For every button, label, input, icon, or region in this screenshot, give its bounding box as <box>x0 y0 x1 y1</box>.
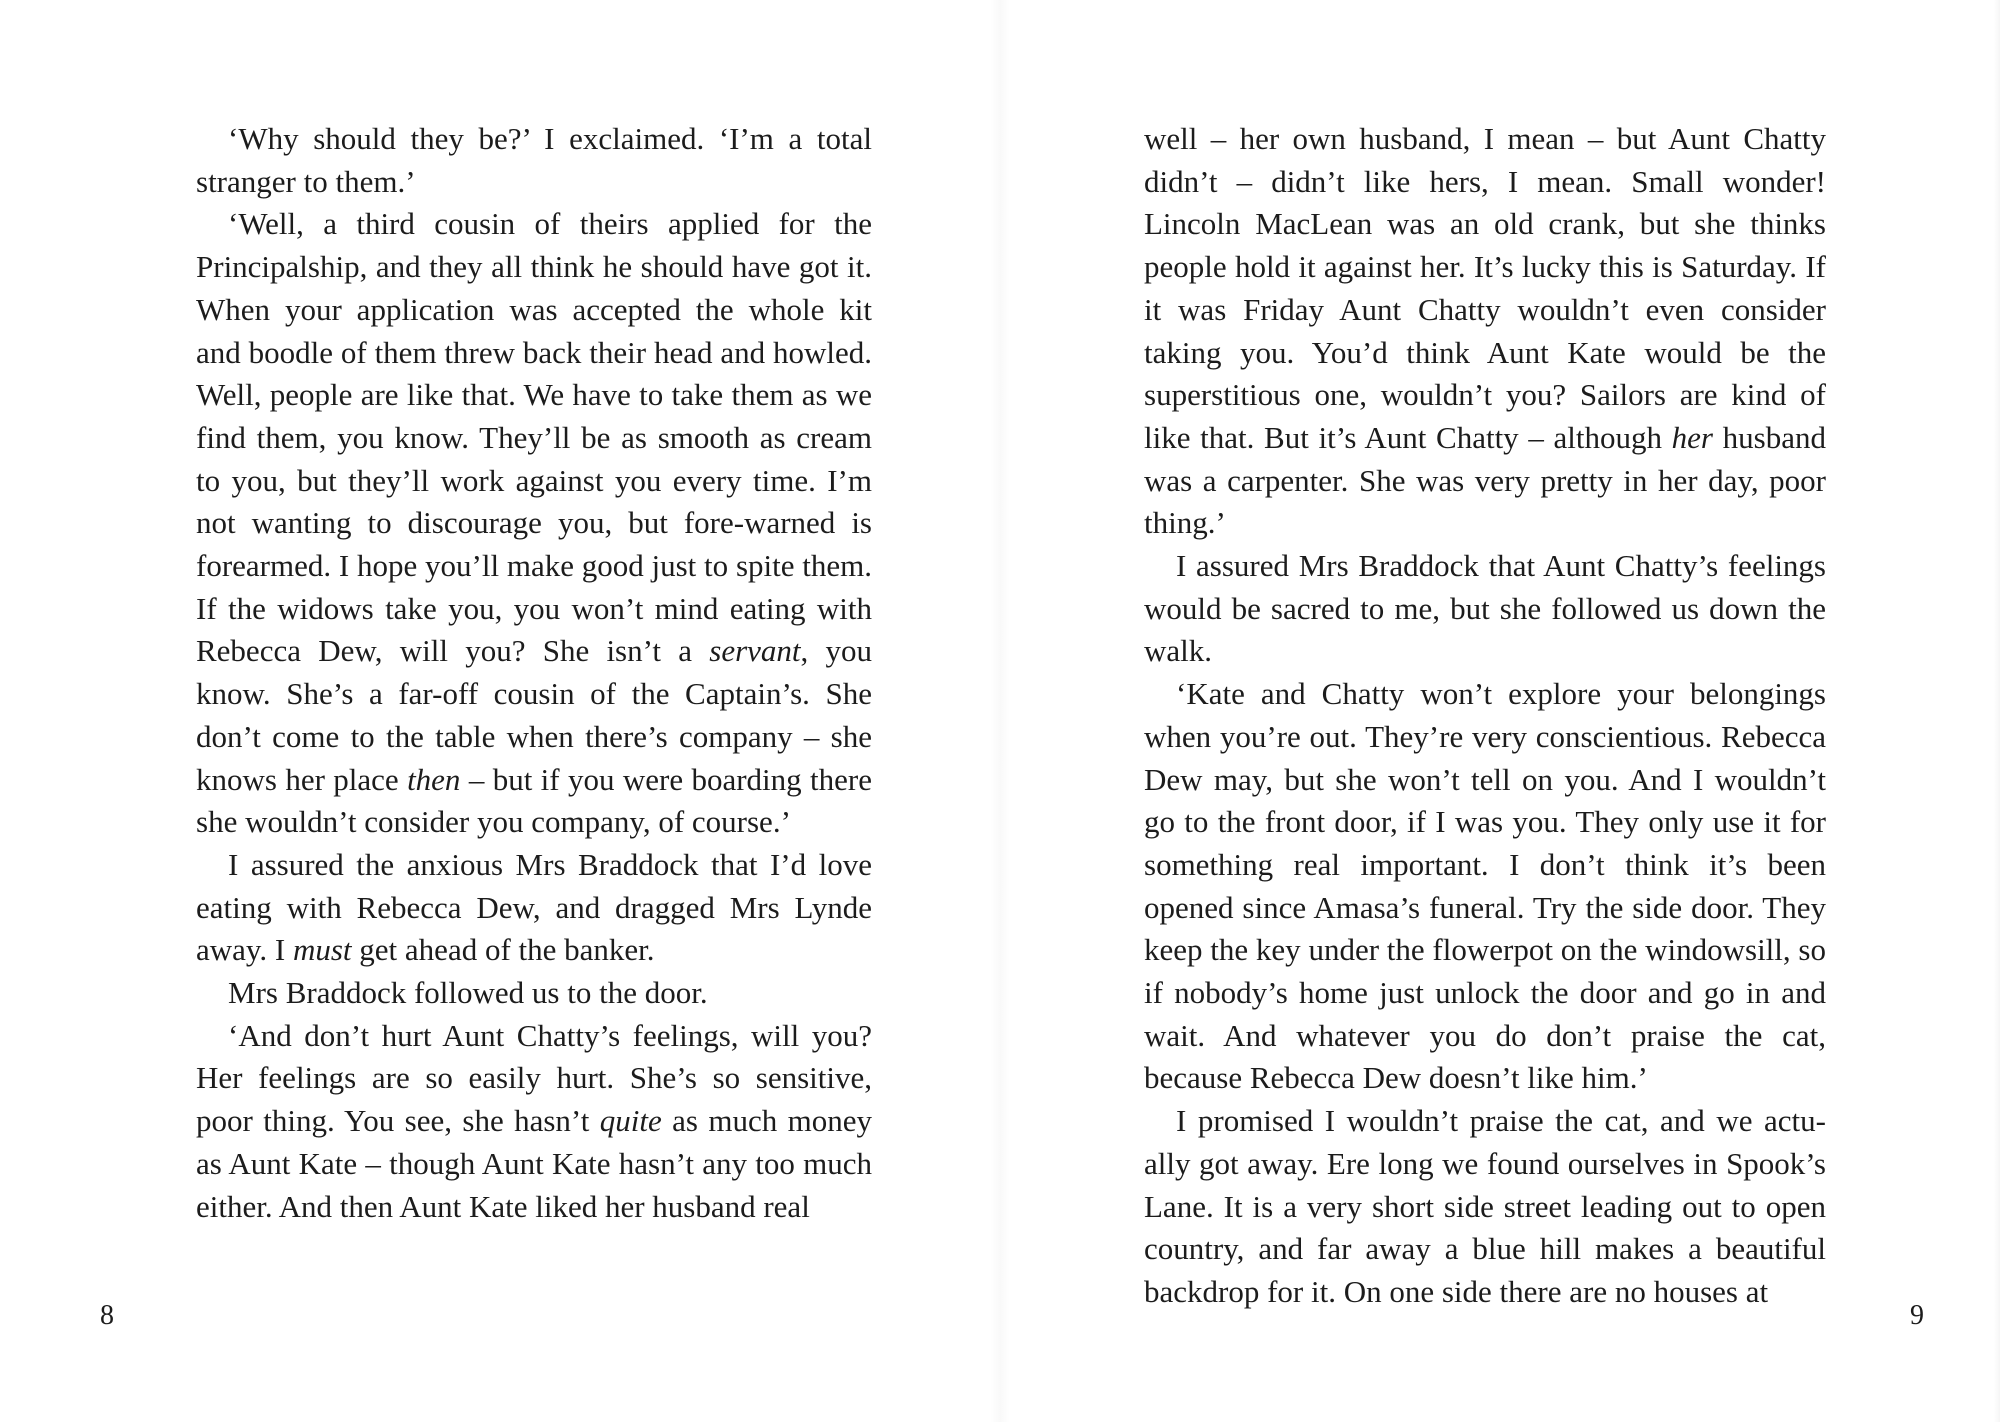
right-page <box>1000 0 2000 1422</box>
right-paragraph-2: I assured Mrs Braddock that Aunt Chatty’s feelings would be sacred to me, but she followed us down the walk. <box>1144 548 1826 669</box>
right-paragraph-3: ‘Kate and Chatty won’t explore your belongings when you’re out. They’re very conscientious. Rebecca Dew may, but she won’t tell on you. And I wouldn’t go to the front door, if I was you. They only use it for something real important. I don’t think it’s been opened since Amasa’s funeral. Try the side door. They keep the key under the flowerpot on the windowsill, so if nobody’s home just unlock the door and go in and wait. And whatever you do don’t praise the cat, because Rebecca Dew doesn’t like him.’ <box>1144 676 1826 1096</box>
page-edge <box>1994 0 2000 1422</box>
left-paragraph-1: ‘Why should they be?’ I exclaimed. ‘I’m a total stranger to them.’ <box>196 121 872 199</box>
left-paragraph-2: ‘Well, a third cousin of theirs applied for the Principalship, and they all think he should have got it. When your application was accepted the whole kit and boodle of them threw back their head and howled. Well, people are like that. We have to take them as we find them, you know. They’ll be as smooth as cream to you, but they’ll work against you every time. I’m not wanting to discourage you, but fore-warned is forearmed. I hope you’ll make good just to spite them. If the widows take you, you won’t mind eating with Rebecca Dew, will you? She isn’t a servant, you know. She’s a far-off cousin of the Captain’s. She don’t come to the table when there’s company – she knows her place then – but if you were boarding there she wouldn’t consider you company, of course.’ <box>196 206 873 840</box>
right-paragraph-1: well – her own husband, I mean – but Aunt Chatty didn’t – didn’t like hers, I mean. Small wonder! Lincoln MacLean was an old crank, but she thinks people hold it against her. It’s lucky this is Saturday. If it was Friday Aunt Chatty wouldn’t even consider taking you. You’d think Aunt Kate would be the superstitious one, wouldn’t you? Sailors are kind of like that. But it’s Aunt Chatty – although her husband was a carpenter. She was very pretty in her day, poor thing.’ <box>1144 121 1826 541</box>
left-page-text <box>196 118 872 1228</box>
left-paragraph-4: Mrs Braddock followed us to the door. <box>228 975 708 1011</box>
right-paragraph-4: I promised I wouldn’t praise the cat, and we actu-ally got away. Ere long we found ourselves in Spook’s Lane. It is a very short side street leading out to open country, and far away a blue hill makes a beautiful backdrop for it. On one side there are no houses at <box>1144 1103 1826 1309</box>
page-number-right: 9 <box>1910 1300 1924 1331</box>
page-number-left: 8 <box>100 1300 114 1331</box>
left-paragraph-3: I assured the anxious Mrs Braddock that I’d love eating with Rebecca Dew, and dragged Mrs Lynde away. I must get ahead of the banker. <box>196 846 872 968</box>
left-paragraph-5: ‘And don’t hurt Aunt Chatty’s feelings, will you? Her feelings are so easily hurt. She’s so sensitive, poor thing. You see, she hasn’t quite as much money as Aunt Kate – though Aunt Kate hasn’t any too much either. And then Aunt Kate liked her husband real <box>196 1017 872 1224</box>
right-page-text <box>1144 118 1826 1314</box>
